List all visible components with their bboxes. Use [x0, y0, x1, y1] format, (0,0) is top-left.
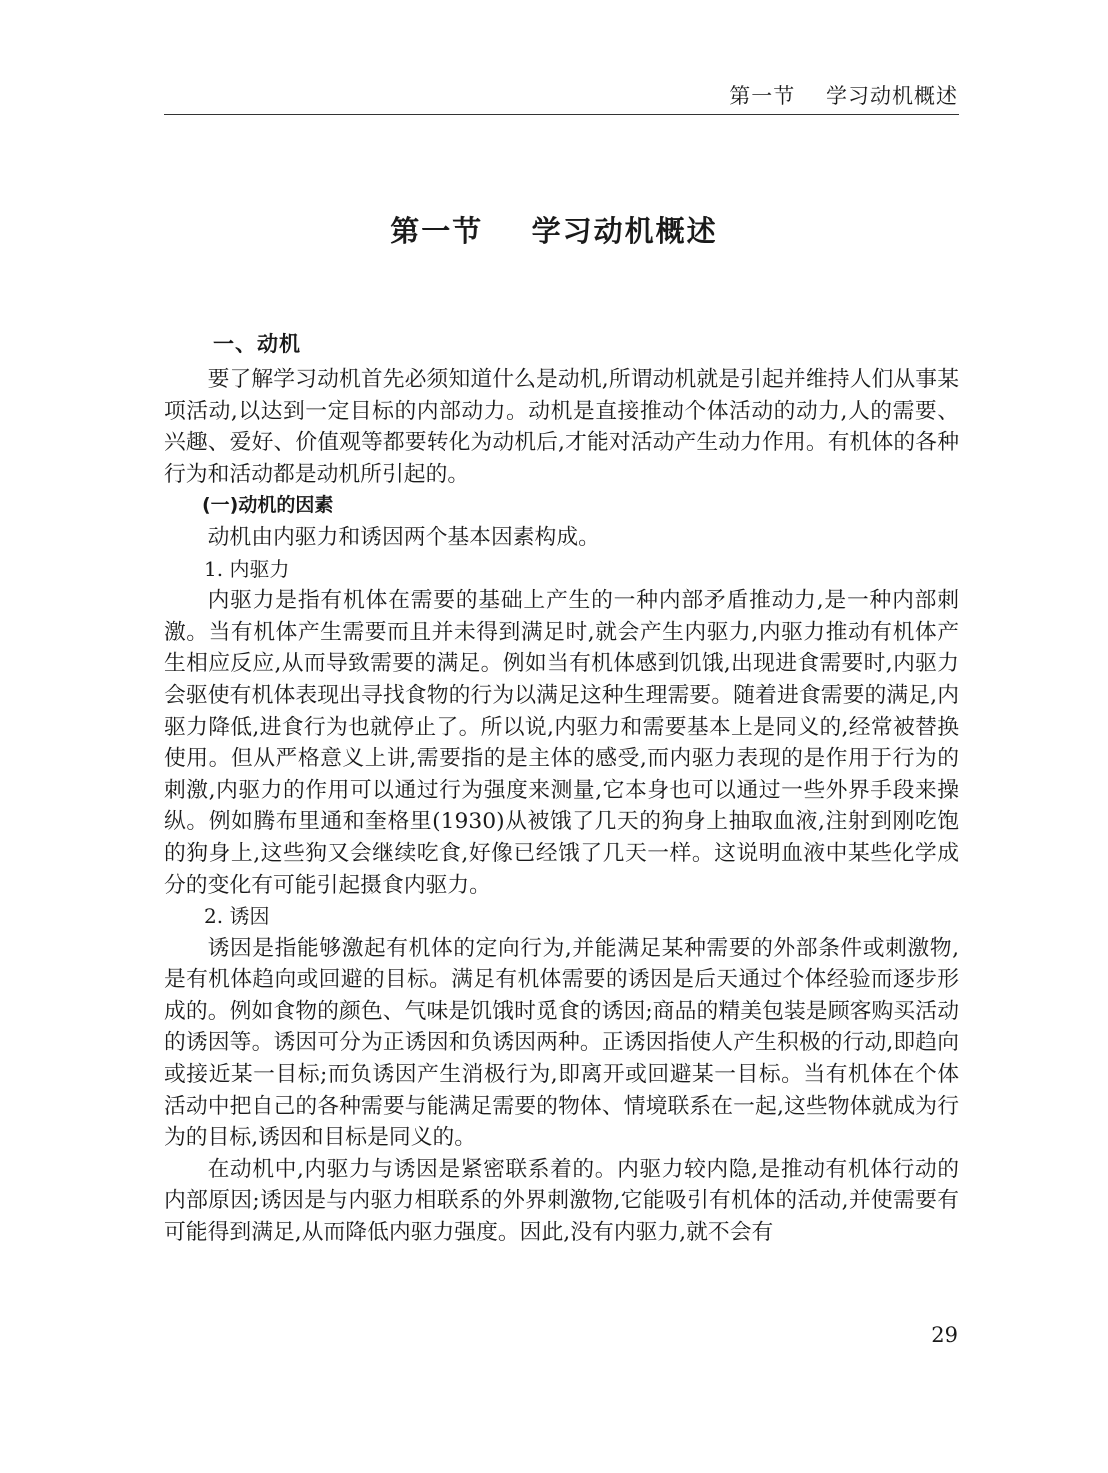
header-rule	[164, 114, 959, 115]
item-heading-incentive: 2. 诱因	[204, 904, 270, 929]
body-text	[164, 364, 959, 1249]
section-heading: 一、动机	[213, 332, 301, 357]
running-header: 第一节 学习动机概述	[729, 84, 958, 108]
page-number: 29	[931, 1323, 958, 1347]
subheading-motive-factors: (一)动机的因素	[202, 494, 334, 517]
item-heading-drive: 1. 内驱力	[204, 556, 290, 581]
paragraph-drive-incentive-relation: 在动机中,内驱力与诱因是紧密联系着的。内驱力较内隐,是推动有机体行动的内部原因;诱因是与内驱力相联系的外界刺激物,它能吸引有机体的活动,并使需要有可能得到满足,从而降低内驱力强度。因此,没有内驱力,就不会有	[164, 1156, 959, 1246]
chapter-title: 第一节 学习动机概述	[390, 214, 718, 249]
paragraph-motive-definition: 要了解学习动机首先必须知道什么是动机,所谓动机就是引起并维持人们从事某项活动,以达到一定目标的内部动力。动机是直接推动个体活动的动力,人的需要、兴趣、爱好、价值观等都要转化为动机后,才能对活动产生动力作用。有机体的各种行为和活动都是动机所引起的。	[164, 367, 959, 487]
paragraph-drive: 内驱力是指有机体在需要的基础上产生的一种内部矛盾推动力,是一种内部刺激。当有机体产生需要而且并未得到满足时,就会产生内驱力,内驱力推动有机体产生相应反应,从而导致需要的满足。例如当有机体感到饥饿,出现进食需要时,内驱力会驱使有机体表现出寻找食物的行为以满足这种生理需要。随着进食需要的满足,内驱力降低,进食行为也就停止了。所以说,内驱力和需要基本上是同义的,经常被替换使用。但从严格意义上讲,需要指的是主体的感受,而内驱力表现的是作用于行为的刺激,内驱力的作用可以通过行为强度来测量,它本身也可以通过一些外界手段来操纵。例如腾布里通和奎格里(1930)从被饿了几天的狗身上抽取血液,注射到刚吃饱的狗身上,这些狗又会继续吃食,好像已经饿了几天一样。这说明血液中某些化学成分的变化有可能引起摄食内驱力。	[164, 588, 959, 898]
paragraph-incentive: 诱因是指能够激起有机体的定向行为,并能满足某种需要的外部条件或刺激物,是有机体趋向或回避的目标。满足有机体需要的诱因是后天通过个体经验而逐步形成的。例如食物的颜色、气味是饥饿时觅食的诱因;商品的精美包装是顾客购买活动的诱因等。诱因可分为正诱因和负诱因两种。正诱因指使人产生积极的行动,即趋向或接近某一目标;而负诱因产生消极行为,即离开或回避某一目标。当有机体在个体活动中把自己的各种需要与能满足需要的物体、情境联系在一起,这些物体就成为行为的目标,诱因和目标是同义的。	[164, 935, 959, 1151]
paragraph-factors-intro: 动机由内驱力和诱因两个基本因素构成。	[207, 524, 600, 550]
